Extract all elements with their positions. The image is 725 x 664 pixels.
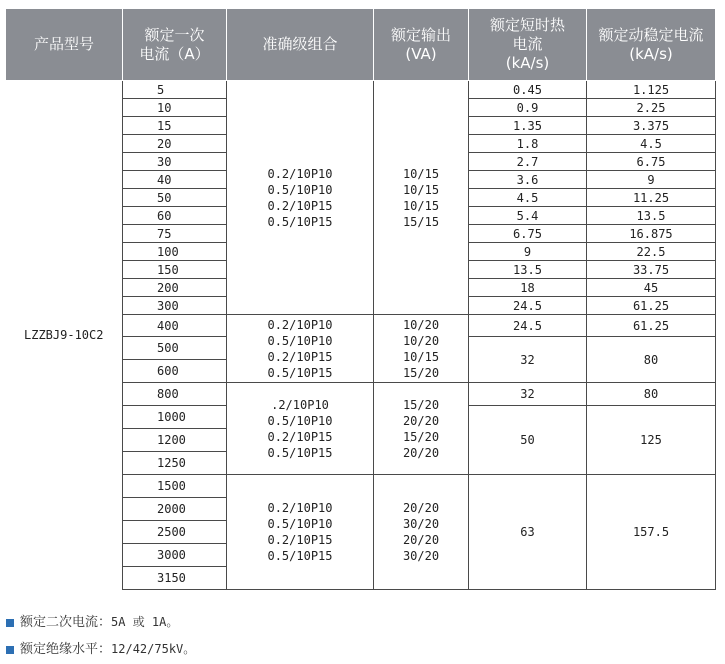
current-cell: 2500 (123, 521, 227, 544)
header-model: 产品型号 (6, 9, 123, 81)
table-row (6, 81, 716, 99)
current-cell: 20 (123, 135, 227, 153)
dynamic-cell: 45 (587, 279, 716, 297)
current-cell: 150 (123, 261, 227, 279)
dynamic-cell: 157.5 (587, 475, 716, 590)
current-cell: 500 (123, 337, 227, 360)
thermal-cell: 2.7 (469, 153, 587, 171)
thermal-cell: 13.5 (469, 261, 587, 279)
header-dynamic: 额定动稳定电流 (kA/s) (587, 9, 716, 81)
thermal-cell: 1.8 (469, 135, 587, 153)
dynamic-cell: 61.25 (587, 315, 716, 337)
output-cell: 15/20 20/20 15/20 20/20 (374, 383, 469, 475)
output-cell: 10/20 10/20 10/15 15/20 (374, 315, 469, 383)
output-cell: 20/20 30/20 20/20 30/20 (374, 475, 469, 590)
dynamic-cell: 2.25 (587, 99, 716, 117)
current-cell: 600 (123, 360, 227, 383)
current-cell: 800 (123, 383, 227, 406)
thermal-cell: 0.9 (469, 99, 587, 117)
accuracy-cell: 0.2/10P10 0.5/10P10 0.2/10P15 0.5/10P15 (227, 315, 374, 383)
note-insulation-level (6, 638, 195, 657)
thermal-cell: 50 (469, 406, 587, 475)
note-label: 额定绝缘水平： (20, 642, 112, 657)
dynamic-cell: 16.875 (587, 225, 716, 243)
current-cell: 1250 (123, 452, 227, 475)
thermal-cell: 3.6 (469, 171, 587, 189)
header-primary-current: 额定一次 电流（A） (123, 9, 227, 81)
thermal-cell: 4.5 (469, 189, 587, 207)
accuracy-cell: .2/10P10 0.5/10P10 0.2/10P15 0.5/10P15 (227, 383, 374, 475)
current-cell: 300 (123, 297, 227, 315)
thermal-cell: 9 (469, 243, 587, 261)
current-cell: 10 (123, 99, 227, 117)
dynamic-cell: 3.375 (587, 117, 716, 135)
current-cell: 15 (123, 117, 227, 135)
dynamic-cell: 125 (587, 406, 716, 475)
dynamic-cell: 4.5 (587, 135, 716, 153)
model-cell: LZZBJ9-10C2 (6, 81, 123, 590)
thermal-cell: 32 (469, 337, 587, 383)
thermal-cell: 0.45 (469, 81, 587, 99)
thermal-cell: 6.75 (469, 225, 587, 243)
dynamic-cell: 1.125 (587, 81, 716, 99)
current-cell: 3000 (123, 544, 227, 567)
current-cell: 3150 (123, 567, 227, 590)
thermal-cell: 24.5 (469, 297, 587, 315)
dynamic-cell: 9 (587, 171, 716, 189)
current-cell: 5 (123, 81, 227, 99)
bullet-square-icon (6, 646, 14, 654)
current-cell: 40 (123, 171, 227, 189)
current-cell: 2000 (123, 498, 227, 521)
spec-table (5, 8, 716, 590)
current-cell: 100 (123, 243, 227, 261)
dynamic-cell: 22.5 (587, 243, 716, 261)
thermal-cell: 32 (469, 383, 587, 406)
dynamic-cell: 80 (587, 337, 716, 383)
dynamic-cell: 11.25 (587, 189, 716, 207)
note-value: 12/42/75kV。 (111, 642, 196, 656)
note-secondary-current (6, 611, 178, 630)
header-thermal: 额定短时热 电流 (kA/s) (469, 9, 587, 81)
current-cell: 1000 (123, 406, 227, 429)
accuracy-cell: 0.2/10P10 0.5/10P10 0.2/10P15 0.5/10P15 (227, 81, 374, 315)
current-cell: 50 (123, 189, 227, 207)
dynamic-cell: 6.75 (587, 153, 716, 171)
header-output: 额定输出 (VA) (374, 9, 469, 81)
accuracy-cell: 0.2/10P10 0.5/10P10 0.2/10P15 0.5/10P15 (227, 475, 374, 590)
current-cell: 1200 (123, 429, 227, 452)
dynamic-cell: 13.5 (587, 207, 716, 225)
output-cell: 10/15 10/15 10/15 15/15 (374, 81, 469, 315)
thermal-cell: 24.5 (469, 315, 587, 337)
current-cell: 75 (123, 225, 227, 243)
header-row (6, 9, 716, 81)
current-cell: 60 (123, 207, 227, 225)
note-value: 5A 或 1A。 (111, 615, 179, 629)
dynamic-cell: 33.75 (587, 261, 716, 279)
current-cell: 30 (123, 153, 227, 171)
dynamic-cell: 80 (587, 383, 716, 406)
bullet-square-icon (6, 619, 14, 627)
note-label: 额定二次电流： (20, 615, 112, 630)
thermal-cell: 18 (469, 279, 587, 297)
header-accuracy: 准确级组合 (227, 9, 374, 81)
dynamic-cell: 61.25 (587, 297, 716, 315)
thermal-cell: 63 (469, 475, 587, 590)
thermal-cell: 5.4 (469, 207, 587, 225)
current-cell: 1500 (123, 475, 227, 498)
current-cell: 400 (123, 315, 227, 337)
thermal-cell: 1.35 (469, 117, 587, 135)
current-cell: 200 (123, 279, 227, 297)
